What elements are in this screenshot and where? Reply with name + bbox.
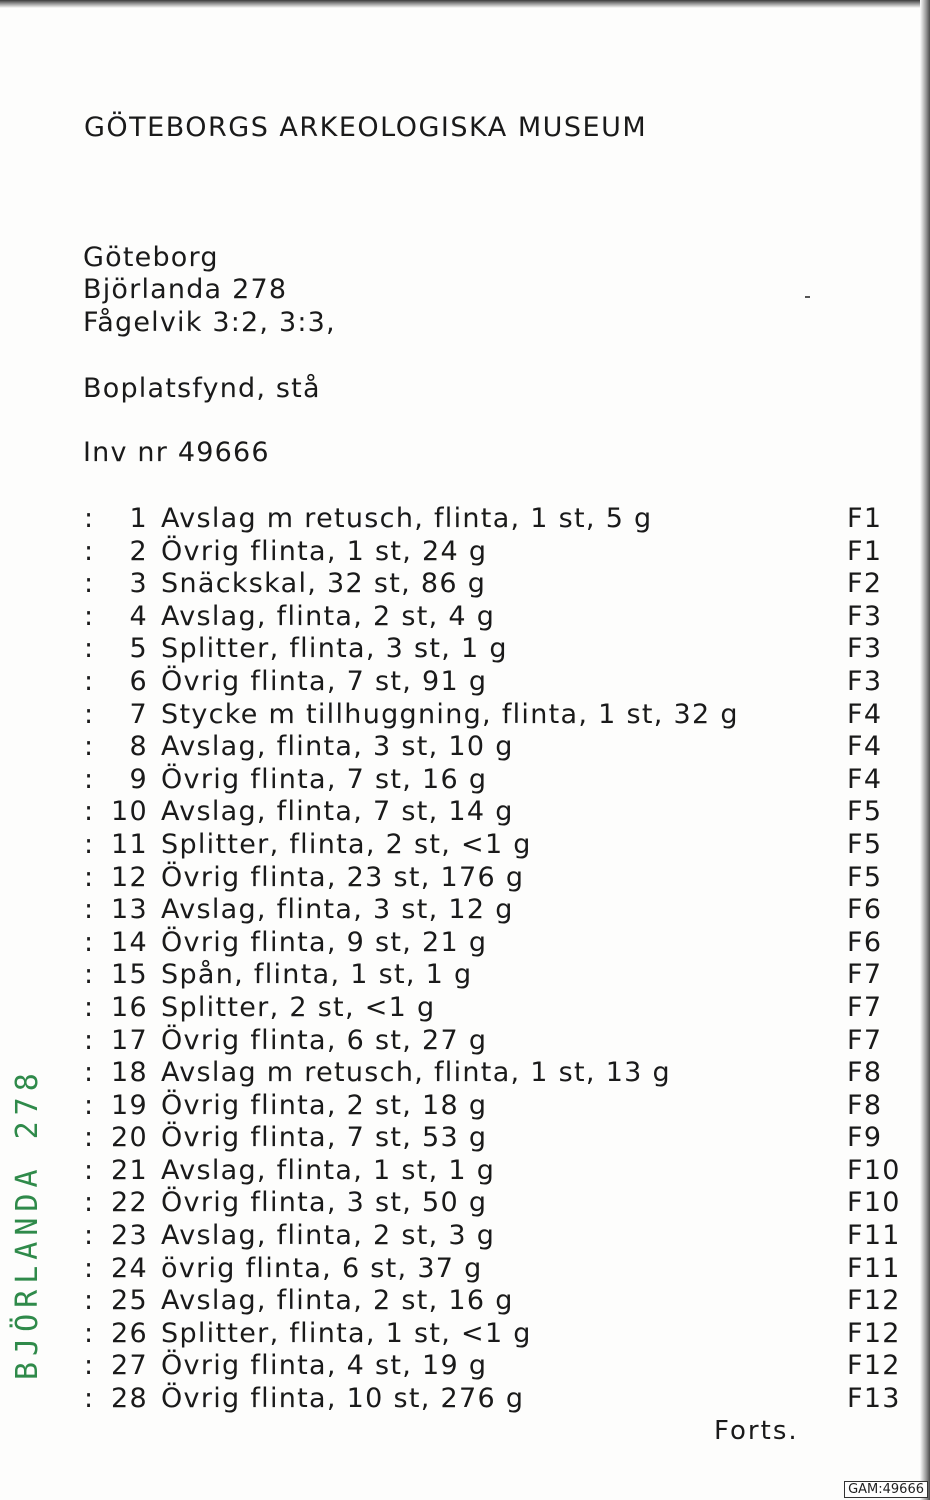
list-item (0, 1220, 930, 1253)
item-description: Snäckskal, 32 st, 86 g (161, 568, 487, 600)
item-number: 13 (111, 894, 148, 926)
list-item (0, 1090, 930, 1123)
item-number: 2 (129, 535, 148, 567)
item-description: Övrig flinta, 7 st, 16 g (161, 763, 488, 795)
row-colon: : (84, 665, 95, 697)
item-description: Övrig flinta, 10 st, 276 g (161, 1383, 525, 1415)
list-item (0, 699, 930, 732)
row-colon: : (84, 991, 95, 1023)
row-colon: : (84, 568, 95, 600)
item-number: 6 (129, 665, 148, 697)
item-description: Splitter, flinta, 2 st, <1 g (161, 828, 532, 860)
item-number: 11 (111, 828, 148, 860)
list-item (0, 1318, 930, 1351)
item-description: övrig flinta, 6 st, 37 g (161, 1252, 483, 1284)
item-description: Avslag, flinta, 2 st, 16 g (161, 1285, 514, 1317)
list-item (0, 1155, 930, 1188)
item-description: Avslag, flinta, 2 st, 4 g (161, 600, 496, 632)
item-context-code: F4 (847, 731, 883, 763)
list-item (0, 1057, 930, 1090)
item-context-code: F6 (847, 894, 883, 926)
item-context-code: F3 (847, 600, 883, 632)
list-item (0, 568, 930, 601)
row-colon: : (84, 1187, 95, 1219)
item-context-code: F10 (847, 1154, 901, 1186)
item-number: 26 (111, 1317, 148, 1349)
item-number: 5 (129, 633, 148, 665)
item-description: Avslag, flinta, 3 st, 10 g (161, 731, 514, 763)
row-colon: : (84, 698, 95, 730)
item-context-code: F10 (847, 1187, 901, 1219)
item-context-code: F4 (847, 763, 883, 795)
item-description: Splitter, 2 st, <1 g (161, 991, 436, 1023)
list-item (0, 1383, 930, 1416)
item-description: Övrig flinta, 7 st, 53 g (161, 1122, 488, 1154)
item-context-code: F7 (847, 991, 883, 1023)
item-context-code: F11 (847, 1220, 901, 1252)
row-colon: : (84, 633, 95, 665)
row-colon: : (84, 1383, 95, 1415)
item-description: Övrig flinta, 3 st, 50 g (161, 1187, 488, 1219)
list-item (0, 1285, 930, 1318)
list-item (0, 731, 930, 764)
item-number: 18 (111, 1057, 148, 1089)
scan-edge-top (0, 0, 930, 8)
continued-label: Forts. (714, 1416, 799, 1446)
item-context-code: F5 (847, 861, 883, 893)
item-description: Övrig flinta, 4 st, 19 g (161, 1350, 488, 1382)
item-number: 20 (111, 1122, 148, 1154)
row-colon: : (84, 861, 95, 893)
list-item (0, 927, 930, 960)
item-description: Övrig flinta, 6 st, 27 g (161, 1024, 488, 1056)
item-context-code: F12 (847, 1317, 901, 1349)
item-number: 27 (111, 1350, 148, 1382)
item-number: 9 (129, 763, 148, 795)
inventory-number: Inv nr 49666 (83, 437, 270, 468)
item-context-code: F4 (847, 698, 883, 730)
row-colon: : (84, 731, 95, 763)
item-description: Avslag, flinta, 1 st, 1 g (161, 1154, 496, 1186)
handwritten-note: BJÖRLANDA 278 (10, 1067, 45, 1380)
item-number: 21 (111, 1154, 148, 1186)
item-context-code: F8 (847, 1089, 883, 1121)
row-colon: : (84, 1285, 95, 1317)
row-colon: : (84, 796, 95, 828)
list-item (0, 601, 930, 634)
row-colon: : (84, 1220, 95, 1252)
location-property: Fågelvik 3:2, 3:3, (83, 307, 336, 338)
archive-stamp: GAM:49666 (844, 1481, 928, 1498)
item-description: Avslag, flinta, 7 st, 14 g (161, 796, 514, 828)
row-colon: : (84, 828, 95, 860)
item-description: Övrig flinta, 23 st, 176 g (161, 861, 525, 893)
item-number: 14 (111, 926, 148, 958)
item-context-code: F6 (847, 926, 883, 958)
row-colon: : (84, 1089, 95, 1121)
item-description: Avslag m retusch, flinta, 1 st, 13 g (161, 1057, 671, 1089)
item-context-code: F3 (847, 633, 883, 665)
row-colon: : (84, 1350, 95, 1382)
item-number: 7 (129, 698, 148, 730)
list-item (0, 1122, 930, 1155)
list-item (0, 1025, 930, 1058)
list-item (0, 959, 930, 992)
find-type: Boplatsfynd, stå (83, 373, 321, 404)
row-colon: : (84, 959, 95, 991)
item-context-code: F7 (847, 959, 883, 991)
list-item (0, 1187, 930, 1220)
list-item (0, 1253, 930, 1286)
item-number: 16 (111, 991, 148, 1023)
item-context-code: F5 (847, 828, 883, 860)
item-description: Övrig flinta, 7 st, 91 g (161, 665, 488, 697)
item-context-code: F3 (847, 665, 883, 697)
row-colon: : (84, 1122, 95, 1154)
list-item (0, 1350, 930, 1383)
item-number: 22 (111, 1187, 148, 1219)
item-context-code: F2 (847, 568, 883, 600)
item-description: Övrig flinta, 2 st, 18 g (161, 1089, 488, 1121)
item-list (0, 503, 930, 1416)
list-item (0, 633, 930, 666)
item-number: 23 (111, 1220, 148, 1252)
item-context-code: F8 (847, 1057, 883, 1089)
list-item (0, 894, 930, 927)
item-description: Avslag, flinta, 2 st, 3 g (161, 1220, 496, 1252)
item-description: Övrig flinta, 1 st, 24 g (161, 535, 488, 567)
row-colon: : (84, 894, 95, 926)
item-number: 15 (111, 959, 148, 991)
item-number: 12 (111, 861, 148, 893)
item-number: 24 (111, 1252, 148, 1284)
location-parish: Björlanda 278 (83, 274, 288, 305)
item-description: Övrig flinta, 9 st, 21 g (161, 926, 488, 958)
item-context-code: F13 (847, 1383, 901, 1415)
item-number: 1 (129, 503, 148, 534)
item-description: Splitter, flinta, 3 st, 1 g (161, 633, 508, 665)
item-number: 3 (129, 568, 148, 600)
item-description: Spån, flinta, 1 st, 1 g (161, 959, 473, 991)
row-colon: : (84, 926, 95, 958)
item-context-code: F12 (847, 1350, 901, 1382)
item-context-code: F1 (847, 503, 883, 534)
row-colon: : (84, 763, 95, 795)
list-item (0, 764, 930, 797)
row-colon: : (84, 1252, 95, 1284)
row-colon: : (84, 1317, 95, 1349)
item-number: 4 (129, 600, 148, 632)
item-description: Stycke m tillhuggning, flinta, 1 st, 32 g (161, 698, 739, 730)
item-context-code: F12 (847, 1285, 901, 1317)
item-context-code: F5 (847, 796, 883, 828)
row-colon: : (84, 1024, 95, 1056)
item-context-code: F9 (847, 1122, 883, 1154)
list-item (0, 829, 930, 862)
list-item (0, 992, 930, 1025)
item-number: 19 (111, 1089, 148, 1121)
museum-title: GÖTEBORGS ARKEOLOGISKA MUSEUM (84, 112, 648, 143)
item-description: Avslag m retusch, flinta, 1 st, 5 g (161, 503, 653, 534)
row-colon: : (84, 1057, 95, 1089)
row-colon: : (84, 600, 95, 632)
item-number: 17 (111, 1024, 148, 1056)
item-number: 28 (111, 1383, 148, 1415)
row-colon: : (84, 535, 95, 567)
item-context-code: F11 (847, 1252, 901, 1284)
list-item (0, 862, 930, 895)
location-city: Göteborg (83, 242, 219, 273)
item-number: 10 (111, 796, 148, 828)
item-context-code: F7 (847, 1024, 883, 1056)
item-number: 8 (129, 731, 148, 763)
list-item (0, 666, 930, 699)
item-context-code: F1 (847, 535, 883, 567)
item-number: 25 (111, 1285, 148, 1317)
list-item (0, 503, 930, 536)
row-colon: : (84, 503, 95, 534)
list-item (0, 536, 930, 569)
item-description: Splitter, flinta, 1 st, <1 g (161, 1317, 532, 1349)
list-item (0, 796, 930, 829)
item-description: Avslag, flinta, 3 st, 12 g (161, 894, 514, 926)
row-colon: : (84, 1154, 95, 1186)
speck-mark (805, 296, 810, 298)
